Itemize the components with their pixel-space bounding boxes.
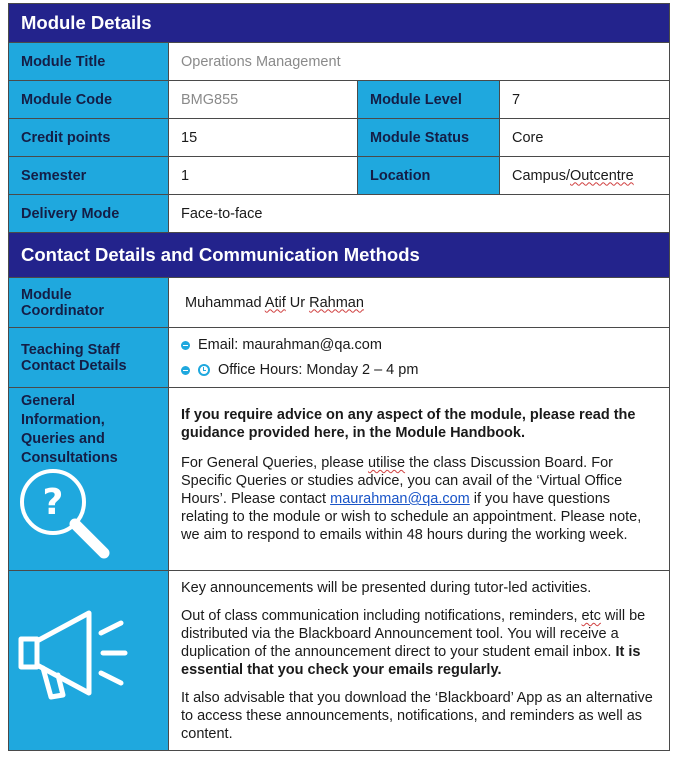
semester-row	[9, 157, 670, 195]
semester-label: Semester	[9, 157, 169, 195]
coordinator-value	[169, 278, 670, 328]
coordinator-name-first: Muhammad	[185, 294, 265, 311]
queries-utilise: utilise	[367, 455, 406, 471]
credit-points-label: Credit points	[9, 119, 169, 157]
module-code-value: BMG855	[169, 81, 358, 119]
location-value	[500, 157, 670, 195]
queries-text-1: For General Queries, please	[181, 455, 368, 471]
module-status-value: Core	[500, 119, 670, 157]
module-level-label: Module Level	[358, 81, 500, 119]
coordinator-label: Module Coordinator	[9, 278, 169, 328]
queries-text-3: if you have questions relating to the module or wish to schedule an appointment. Please note, we aim to respond to emails within 48 hours during the working week.	[181, 491, 642, 543]
announcements-icon-cell	[9, 571, 169, 751]
bullet-icon	[181, 341, 190, 350]
queries-paragraph	[181, 454, 657, 544]
teaching-staff-row	[9, 328, 670, 388]
announcements-p1: Key announcements will be presented during tutor-led activities.	[181, 580, 592, 596]
delivery-mode-label: Delivery Mode	[9, 195, 169, 233]
announcements-p2	[181, 607, 657, 679]
megaphone-icon	[3, 575, 133, 705]
credit-points-value: 15	[169, 119, 358, 157]
magnifier-question-icon	[11, 460, 121, 570]
contact-header-row	[9, 233, 670, 278]
bullet-icon	[181, 366, 190, 375]
teaching-staff-label: Teaching Staff Contact Details	[9, 328, 169, 388]
location-value-outcentre: Outcentre	[570, 167, 634, 184]
credit-points-row	[9, 119, 670, 157]
semester-value: 1	[169, 157, 358, 195]
module-details-heading: Module Details	[9, 4, 169, 43]
announcements-p2-a: Out of class communication including notifications, reminders,	[181, 608, 582, 624]
announcements-p2-bold: It is essential that you check your emails regularly.	[181, 644, 641, 678]
general-info-row	[9, 388, 670, 571]
contact-heading: Contact Details and Communication Methods	[9, 233, 670, 278]
email-bullet	[181, 337, 657, 353]
clock-icon	[198, 364, 210, 376]
module-title-value: Operations Management	[169, 43, 670, 81]
svg-text:?: ?	[42, 482, 64, 523]
teaching-staff-details	[169, 328, 670, 388]
location-value-part: Campus/	[512, 167, 571, 184]
email-text: Email: maurahman@qa.com	[198, 337, 382, 353]
module-document	[8, 3, 669, 751]
announcements-row	[9, 571, 670, 751]
office-hours-text: Office Hours: Monday 2 – 4 pm	[218, 362, 419, 378]
coordinator-name-atif: Atif	[264, 294, 286, 311]
announcements-p2-b: will be distributed via the Blackboard Announcement tool. You will receive a duplication of the announcement direct to your student email inbox.	[181, 608, 646, 660]
module-level-value: 7	[500, 81, 670, 119]
coordinator-name-rahman: Rahman	[309, 294, 364, 311]
module-details-header-row	[9, 4, 670, 43]
office-hours-bullet	[181, 362, 657, 378]
announcements-p3: It also advisable that you download the ‘Blackboard’ App as an alternative to access these announcements, notifications, and reminders as well as content.	[181, 690, 653, 742]
module-code-row	[9, 81, 670, 119]
general-info-label: General Information, Queries and Consultations	[21, 393, 118, 466]
announcements-content	[169, 571, 670, 751]
module-status-label: Module Status	[358, 119, 500, 157]
coordinator-email-link[interactable]: maurahman@qa.com	[330, 491, 470, 507]
general-info-content	[169, 388, 670, 571]
announcements-p2-etc: etc	[581, 608, 601, 624]
location-label: Location	[358, 157, 500, 195]
coordinator-name-ur: Ur	[285, 294, 310, 311]
module-title-row	[9, 43, 670, 81]
general-info-cell	[9, 388, 169, 571]
module-title-label: Module Title	[9, 43, 169, 81]
header-fill	[169, 4, 670, 43]
coordinator-row	[9, 278, 670, 328]
module-details-table	[8, 3, 670, 751]
advice-paragraph: If you require advice on any aspect of the module, please read the guidance provided here, in the Module Handbook.	[181, 407, 636, 441]
queries-text-2: the class Discussion Board. For Specific Queries or studies advice, you can avail of the ‘Virtual Office Hours’. Please contact	[181, 455, 623, 507]
delivery-mode-row	[9, 195, 670, 233]
delivery-mode-value: Face-to-face	[169, 195, 670, 233]
module-code-label: Module Code	[9, 81, 169, 119]
